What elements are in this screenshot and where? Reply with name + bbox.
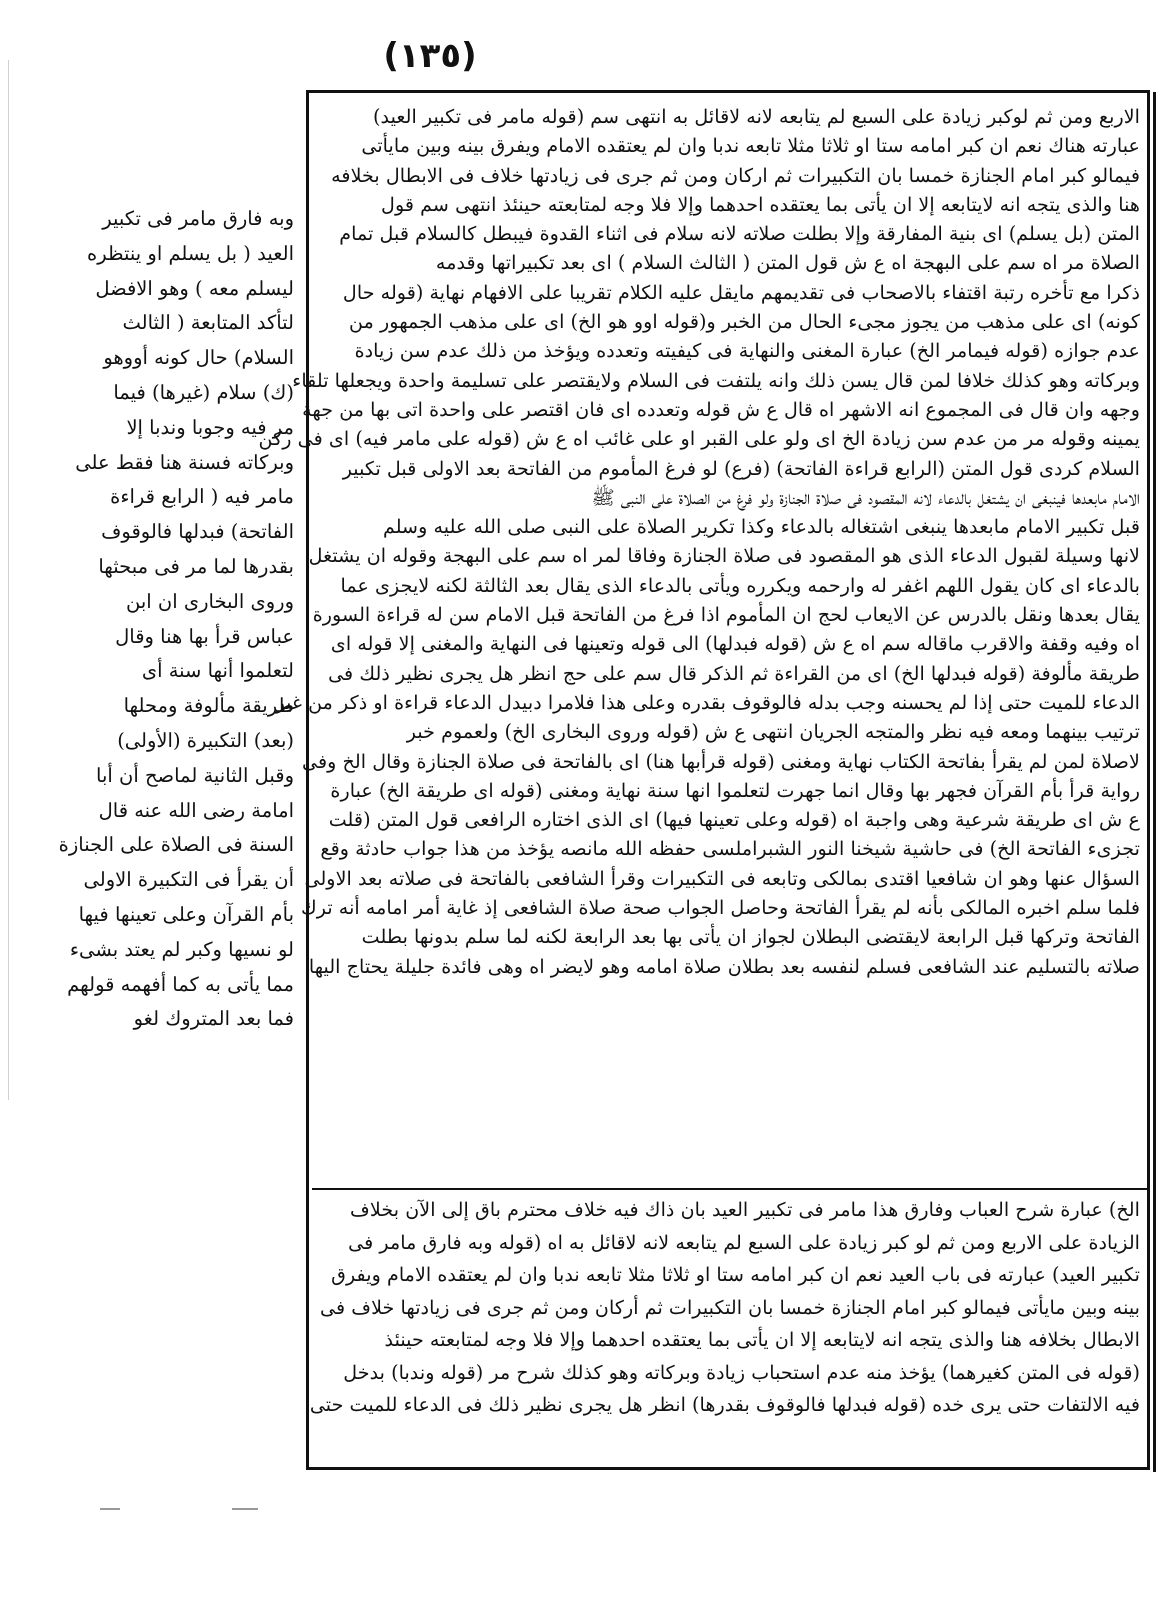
margin-line: امامة رضى الله عنه قال [98, 798, 294, 822]
margin-line: وروى البخارى ان ابن [126, 589, 294, 613]
commentary-line: فيمالو كبر امام الجنازة خمسا بان التكبيرات ثم اركان ومن ثم جرى فى زيادتها خلاف فى الابطال بخلافه [331, 163, 1140, 187]
scan-mark-left [8, 60, 9, 1100]
commentary-line: ذكرا مع تأخره رتبة اقتفاء بالاصحاب فى تقديمهم مايقل عليه الكلام تقريبا على الافهام نهاية (قوله حال [342, 280, 1140, 304]
commentary-line: الاربع ومن ثم لوكبر زيادة على السبع لم يتابعه لانه لاقائل به انتهى سم (قوله مامر فى تكبير العيد) [373, 105, 1140, 128]
commentary-line: صلاته بالتسليم عند الشافعى فسلم لنفسه بعد بطلان صلاة امامه وهو لايضر اه وهى فائدة جليلة يحتاج اليها [308, 954, 1140, 978]
margin-line: لو نسيها وكبر لم يعتد بشىء [69, 937, 294, 961]
commentary-line: رواية قرأ بأم القرآن فجهر بها وقال انما جهرت لتعلموا انها سنة نهاية ومغنى (قوله اى طريقة الخ) عبارة [330, 778, 1140, 802]
page-number: (١٣٥) [383, 36, 477, 76]
commentary-line: يقال بعدها ونقل بالدرس عن الايعاب لحج ان المأموم اذا فرغ من الفاتحة قبل الامام سن له قراءة السورة [312, 603, 1140, 627]
commentary-line: تجزىء الفاتحة الخ) فى حاشية شيخنا النور الشبراملسى حفظه الله مانصه يؤخذ من هذا جواب حادثة وقع [320, 837, 1140, 861]
margin-line: مامر فيه ( الرابع قراءة [110, 485, 294, 509]
commentary-line: وجهه وان قال فى المجموع انه الاشهر اه قال ع ش قوله وتعدده اى فان اقتصر على واحدة اتى بها من جهة [302, 397, 1140, 421]
margin-line: أن يقرأ فى التكبيرة الاولى [83, 868, 294, 892]
margin-matn-column [58, 202, 294, 1297]
footnote-line: الابطال بخلافه هنا والذى يتجه انه لايتابعه إلا ان يأتى بما يعتقده احدهما وإلا فلا وجه لمتابعته حينئذ [384, 1328, 1140, 1351]
commentary-line: عبارته هناك نعم ان كبر امامه ستا او ثلاثا مثلا تابعه ندبا وان لم يعتقده الامام ويفرق بينه وبين مايأتى [361, 134, 1140, 158]
margin-line: وبركاته فسنة هنا فقط على [75, 450, 294, 474]
commentary-line: السؤال عنها وهو ان شافعيا اقتدى بمالكى وتابعه فى التكبيرات وقرأ الشافعى بالفاتحة فى صلاته بعد الاولى [304, 866, 1140, 890]
commentary-line: لاصلاة لمن لم يقرأ بفاتحة الكتاب نهاية ومغنى (قوله قرأبها هنا) اى بالفاتحة فى صلاة الجنازة وقال الخ وفى [302, 749, 1140, 773]
commentary-line: الدعاء للميت حتى إذا لم يحسنه وجب بدله فالوقوف بقدره وعلى هذا فلامرا دبيدل الدعاء قراءة او ذكر من غير [275, 690, 1140, 714]
commentary-line: هنا والذى يتجه انه لايتابعه إلا ان يأتى بما يعتقده احدهما وإلا فلا وجه لمتابعته حينئذ انتهى سم قول [381, 192, 1140, 216]
commentary-line: ترتيب بينهما ومعه فيه نظر والمتجه الجريان انتهى ع ش (قوله وروى البخارى الخ) ولعموم خبر [406, 720, 1140, 744]
commentary-line: فلما سلم اخبره المالكى بأنه لم يقرأ الفاتحة وحاصل الجواب صحة صلاة الشافعى إذ غاية أمر امامه أنه ترك [300, 896, 1140, 920]
footnote-divider [312, 1188, 1148, 1190]
commentary-block [258, 102, 1140, 1185]
margin-line: عباس قرأ بها هنا وقال [115, 624, 294, 648]
footnote-line: بينه وبين مايأتى فيمالو كبر امام الجنازة خمسا بان التكبيرات ثم أركان ومن ثم جرى فى زيادتها خلاف فى [319, 1295, 1140, 1319]
commentary-line: قبل تكبير الامام مابعدها ينبغى اشتغاله بالدعاء وكذا تكرير الصلاة على النبى صلى الله عليه وسلم [382, 515, 1140, 539]
margin-line: وبه فارق مامر فى تكبير [102, 207, 294, 230]
footnote-line: الخ) عبارة شرح العباب وفارق هذا مامر فى تكبير العيد بان ذاك فيه خلاف محترم باق إلى الآن بخلاف [350, 1198, 1140, 1221]
frame-right-rule [1153, 92, 1156, 1472]
commentary-line: الصلاة مر اه سم على البهجة اه ع ش قول المتن ( الثالث السلام ) اى بعد تكبيراتها وقدمه [435, 251, 1140, 275]
commentary-line: كونه) اى على مذهب من يجوز مجىء الحال من الخبر و(قوله اوو هو الخ) اى على مذهب الجمهور من [349, 310, 1140, 334]
margin-line: العيد ( بل يسلم او ينتظره [87, 241, 294, 265]
margin-line: طريقة مألوفة ومحلها [123, 694, 294, 718]
margin-line: لتأكد المتابعة ( الثالث [122, 311, 294, 335]
margin-line: فما بعد المتروك لغو [133, 1007, 294, 1031]
margin-line: بقدرها لما مر فى مبحثها [98, 554, 294, 578]
margin-line: ليسلم معه ) وهو الافضل [95, 276, 294, 300]
margin-line: بأم القرآن وعلى تعينها فيها [78, 902, 294, 926]
commentary-line: عدم جوازه (قوله فيمامر الخ) عبارة المغنى والنهاية فى كيفيته وتعدده ويؤخذ من ذلك عدم سن زيادة [354, 339, 1140, 363]
commentary-line: ع ش اى طريقة شرعية وهى واجبة اه (قوله وعلى تعينها فيها) اى الذى اختاره الرافعى قول المتن (قلت [328, 808, 1140, 832]
margin-line: مما يأتى به كما أفهمه قولهم [67, 972, 294, 996]
footnote-line: تكبير العيد) عبارته فى باب العيد نعم ان كبر امامه ستا او ثلاثا مثلا تابعه ندبا وان لم يعتقده الامام ويفرق [331, 1263, 1140, 1286]
commentary-line: وبركاته وهو كذلك خلافا لمن قال يسن ذلك وانه يلتفت فى السلام ولايقتصر على تسليمة واحدة ويجعلها تلقاء [292, 368, 1140, 392]
margin-line: الفاتحة) فبدلها فالوقوف [101, 520, 294, 544]
margin-line: (ك) سلام (غيرها) فيما [113, 380, 294, 404]
commentary-line: المتن (بل يسلم) اى بنية المفارقة وإلا بطلت صلاته لانه سلام فى اثناء القدوة فيبطل كالسلام قبل تمام [339, 222, 1140, 246]
margin-line: مر فيه وجوبا وندبا إلا [126, 415, 294, 439]
scan-mark-bottom [232, 1508, 258, 1510]
margin-line: لتعلموا أنها سنة أى [141, 659, 294, 683]
commentary-line: لانها وسيلة لقبول الدعاء الذى هو المقصود فى صلاة الجنازة وفاقا لمر اه سم على البهجة وقوله ان يشتغل [308, 544, 1140, 568]
footnote-line: الزيادة على الاربع ومن ثم لو كبر زيادة على السبع لم يتابعه لانه لاقائل به اه (قوله وبه فارق مامر فى [348, 1230, 1140, 1254]
margin-line: السلام) حال كونه أووهو [103, 346, 294, 370]
commentary-line: الفاتحة وتركها قبل الرابعة لايقتضى البطلان لجواز ان يأتى بها بعد الرابعة لكنه لما سلم بدونها بطلت [361, 925, 1140, 949]
footnote-line: فيه الالتفات حتى يرى خده (قوله فبدلها فالوقوف بقدرها) انظر هل يجرى نظير ذلك فى الدعاء للميت حتى [309, 1393, 1140, 1416]
footnote-block [309, 1194, 1140, 1458]
commentary-line: بالدعاء اى كان يقول اللهم اغفر له وارحمه ويكرره ويأتى بالدعاء الذى يقال بعد الثالثة لكنه لايجزى عما [340, 573, 1140, 597]
margin-line: السنة فى الصلاة على الجنازة [58, 833, 294, 857]
commentary-line: اه وفيه وقفة والاقرب ماقاله سم اه ع ش (قوله فبدلها) الى قوله وتعينها فى النهاية والمغنى إلا قوله اى [330, 632, 1140, 656]
commentary-line: السلام كردى قول المتن (الرابع قراءة الفاتحة) (فرع) لو فرغ المأموم من الفاتحة بعد الاولى قبل تكبير [342, 456, 1140, 480]
commentary-line: الامام مابعدها فينبغى ان يشتغل بالدعاء لانه المقصود فى صلاة الجنازة ولو فرغ من الصلاة على النبى ﷺ [591, 485, 1140, 509]
commentary-line: يمينه وقوله مر من عدم سن زيادة الخ اى ولو على القبر او على غائب اه ع ش (قوله على مامر فيه) اى فى ركن [258, 427, 1140, 451]
scan-mark-bottom [100, 1508, 120, 1510]
margin-line: وقبل الثانية لماصح أن أبا [96, 763, 294, 787]
footnote-line: (قوله فى المتن كغيرهما) يؤخذ منه عدم استحباب زيادة وبركاته وهو كذلك شرح مر (قوله وندبا) بدخل [343, 1360, 1140, 1384]
margin-line: (بعد) التكبيرة (الأولى) [117, 728, 294, 752]
commentary-line: طريقة مألوفة (قوله فبدلها الخ) اى من القراءة ثم الذكر قال سم على حج انظر هل يجرى نظير ذلك فى [328, 661, 1140, 685]
